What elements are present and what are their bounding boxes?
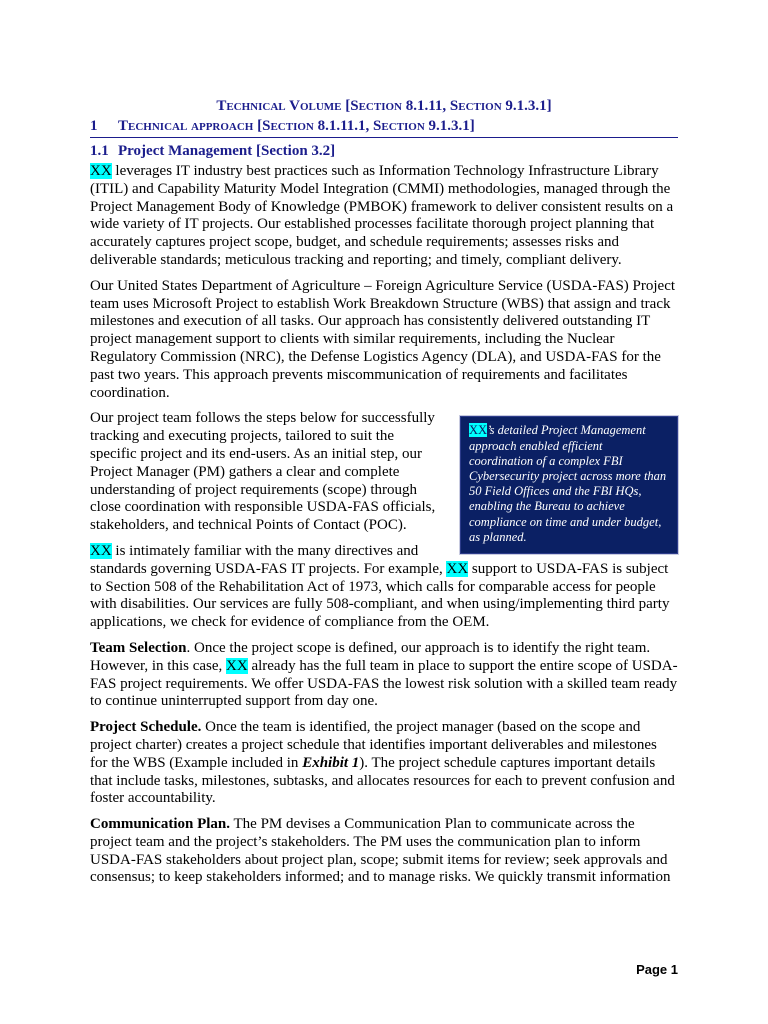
paragraph-project-schedule: Project Schedule. Once the team is identified, the project manager (based on the scope and project charter) creates a project schedule that identifies important deliverables and milestones for the WBS (Example included in Exhibit 1). The project schedule captures important details that include tasks, milestones, subtasks, and allocates resources for each to prevent confusion and foster accountability.: [90, 719, 675, 807]
section-1-heading: [90, 116, 678, 138]
section-1-1-number: 1.1: [90, 143, 109, 159]
company-placeholder: XX: [226, 657, 248, 674]
section-1-1-title: Project Management [Section 3.2]: [118, 143, 336, 159]
company-placeholder: XX: [90, 542, 112, 559]
exhibit-reference: Exhibit 1: [302, 754, 360, 771]
document-page: [90, 96, 678, 895]
company-placeholder: XX: [90, 163, 112, 179]
section-1-1-heading: [90, 141, 678, 161]
callout-company-placeholder: XX: [469, 423, 488, 438]
project-schedule-label: Project Schedule.: [90, 719, 202, 736]
section-1-title: Technical approach [Section 8.1.11.1, Section 9.1.3.1]: [118, 118, 475, 134]
callout-text: ’s detailed Project Management approach enabled efficient coordination of a complex FBI Cybersecurity project across more than 50 Field Offices and the FBI HQs, enabling the Bureau to achieve compliance on time and under budget, as planned.: [469, 423, 667, 544]
company-placeholder: XX: [446, 560, 469, 577]
paragraph-usda-team: Our United States Department of Agriculture – Foreign Agriculture Service (USDA-FAS) Project team uses Microsoft Project to establish Work Breakdown Structure (WBS) that assign and track milestones and execution of all tasks. Our approach has consistently delivered outstanding IT project management support to clients with similar requirements, including the Nuclear Regulatory Commission (NRC), the Defense Logistics Agency (DLA), and USDA-FAS for the past two years. This approach prevents miscommunication of requirements and facilitates coordination.: [90, 277, 676, 401]
section-1-number: 1: [90, 118, 98, 134]
paragraph-project-steps: Our project team follows the steps below for successfully tracking and executing projects, tailored to suit the specific project and its end-users. As an initial step, our Project Manager (PM) gathers a clear and complete understanding of project requirements (scope) through close coordination with responsible USDA-FAS officials, stakeholders, and technical Points of Contact (POC).: [90, 410, 436, 534]
callout-box: [460, 416, 678, 554]
communication-plan-label: Communication Plan.: [90, 816, 231, 833]
paragraph-communication-plan: Communication Plan. The PM devises a Communication Plan to communicate across the project team and the project’s stakeholders. The PM uses the communication plan to inform USDA-FAS stakeholders about project plan, scope; submit items for review; seek approvals and consensus; to keep stakeholders informed; and to manage risks. We quickly transmit information: [90, 816, 671, 886]
paragraph-directives: XX is intimately familiar with the many directives and standards governing USDA-FAS IT projects. For example, XX support to USDA-FAS is subject to Section 508 of the Rehabilitation Act of 1973, which calls for comparable access for people with disabilities. Our services are fully 508-compliant, and when using/implementing third party applications, we check for evidence of compliance from the OEM.: [90, 542, 670, 631]
document-title: Technical Volume [Section 8.1.11, Section 9.1.3.1]: [216, 98, 552, 114]
paragraph-team-selection: Team Selection. Once the project scope is defined, our approach is to identify the right team. However, in this case, XX already has the full team in place to support the entire scope of USDA-FAS project requirements. We offer USDA-FAS the lowest risk solution with a skilled team ready to continue uninterrupted support from day one.: [90, 639, 678, 710]
paragraph-best-practices: XX leverages IT industry best practices such as Information Technology Infrastructure Library (ITIL) and Capability Maturity Model Integration (CMMI) methodologies, managed through the Project Management Body of Knowledge (PMBOK) framework to deliver consistent results on a wide variety of IT projects. Our established processes facilitate thorough project planning that accurately captures project scope, budget, and schedule requirements; assesses risks and deliverable standards; meticulous tracking and reporting; and timely, compliant delivery.: [90, 163, 674, 268]
team-selection-label: Team Selection: [90, 639, 187, 656]
page-number: Page 1: [636, 962, 678, 977]
